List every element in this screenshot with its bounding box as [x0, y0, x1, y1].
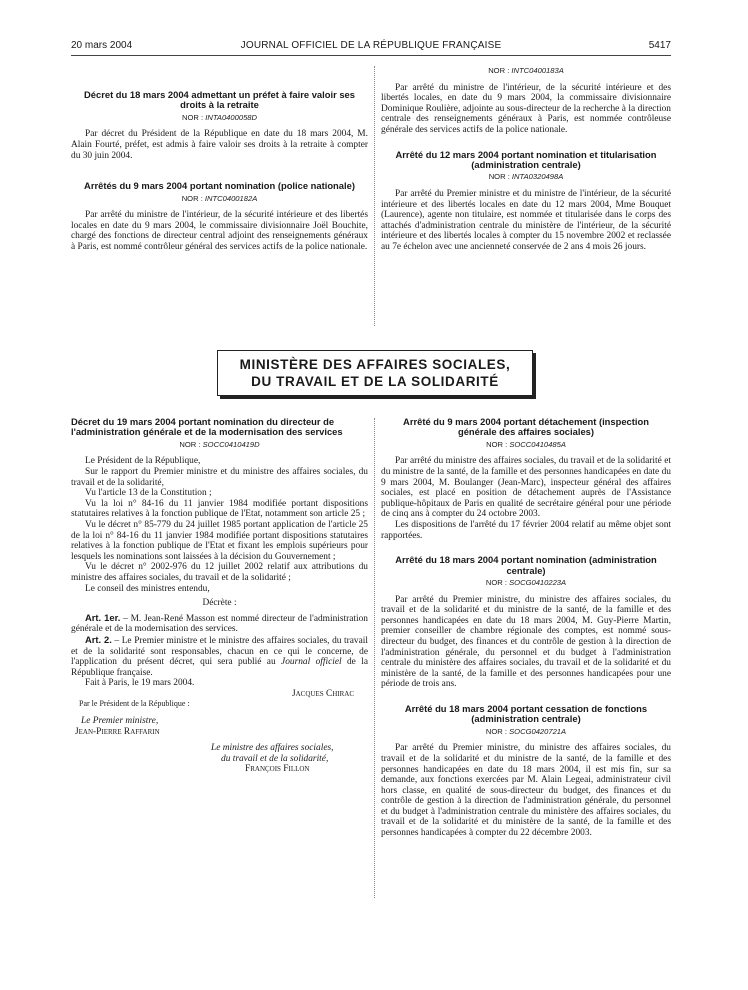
left-column-bottom — [71, 417, 368, 775]
nor-code: SOCC0410419D — [202, 439, 260, 449]
arrete-titularisation-body: Par arrêté du Premier ministre et du ministre de l'intérieur, de la sécurité intérieure et des libertés locales en date du 12 mars 2004, Mme Bouquet (Laurence), agente non titulaire, est nommée et titularisée dans le corps des attachés d'administration centrale du ministère de l'intérieur, de la sécurité intérieure et des libertés locales à compter du 15 novembre 2002 et reclassée au 7e échelon avec une ancienneté conservée de 2 ans 4 mois 26 jours. — [381, 188, 671, 252]
nor-code: INTC0400182A — [204, 193, 258, 203]
header-rule — [71, 55, 671, 56]
decret-nomination-title: Décret du 19 mars 2004 portant nomination du directeur de l'administration générale et de la modernisation des services — [71, 416, 343, 438]
nor-label: NOR : — [488, 66, 512, 75]
ministre-title-line2: du travail et de la solidarité, — [221, 753, 329, 764]
nor-label: NOR : — [485, 577, 510, 587]
article-1-text: – M. Jean-René Masson est nommé directeur de l'administration générale et de la modernisation des services. — [71, 613, 368, 635]
right-column-bottom — [381, 417, 671, 839]
page-header — [71, 40, 671, 54]
nor-code: SOCG0420721A — [509, 726, 567, 736]
column-separator-top — [374, 66, 375, 326]
right-column-top — [381, 64, 671, 253]
header-page-number: 5417 — [648, 40, 671, 51]
par-le-president: Par le Président de la République : — [79, 699, 190, 709]
nor-label: NOR : — [485, 726, 510, 736]
article-1 — [71, 613, 368, 635]
nor-line — [381, 727, 671, 738]
visa-paragraph: Vu la loi n° 84-16 du 11 janvier 1984 modifiée portant dispositions statutaires relatives à la fonction publique de l'Etat, notamment son article 25 ; — [71, 498, 368, 520]
signatory-president: Jacques Chirac — [291, 688, 354, 699]
arrete-cessation-title: Arrêté du 18 mars 2004 portant cessation de fonctions (administration centrale) — [404, 702, 648, 725]
visa-paragraph: Sur le rapport du Premier ministre et du ministre des affaires sociales, du travail et de la solidarité, — [71, 467, 368, 488]
arrete-nomination-title: Arrêté du 18 mars 2004 portant nomination (administration centrale) — [395, 554, 657, 576]
visa-paragraph: Vu l'article 13 de la Constitution ; — [85, 488, 212, 499]
column-separator-bottom — [374, 418, 375, 898]
arrete-detachement-title: Arrêté du 9 mars 2004 portant détachement (inspection générale des affaires sociales) — [403, 416, 649, 438]
arrete-detachement-body: Par arrêté du ministre des affaires sociales, du travail et de la solidarité et du ministre de la santé, de la famille et des personnes handicapées en date du 9 mars 2004, M. Boulanger (Jean-Marc), inspecteur général des affaires sociales, est placé en position de détachement auprès de l'Assistance publique-hôpitaux de Paris en qualité de secrétaire général pour une période de cinq ans à compter du 24 octobre 2003. — [381, 456, 671, 520]
nor-code: SOCG0410223A — [509, 577, 567, 587]
nor-label: NOR : — [179, 439, 203, 449]
nor-line — [71, 440, 368, 451]
nor-line — [381, 440, 671, 451]
nor-line — [71, 113, 368, 124]
nor-line — [381, 66, 671, 77]
arrete-cessation-body: Par arrêté du Premier ministre, du ministre des affaires sociales, du travail et de la solidarité et du ministre de la santé, de la famille et des personnes handicapées en date du 18 mars 2004, il est mis fin, sur sa demande, aux fonctions exercées par M. Alain Legeai, administrateur civil hors classe, en qualité de sous-directeur du budget, des finances et du contrôle de gestion à la direction de l'administration générale, du personnel et du budget à l'administration centrale du ministère des affaires sociales, du travail et de la solidarité et du ministère de la santé, de la famille et des personnes handicapées à compter du 22 décembre 2003. — [381, 743, 671, 839]
nor-code: INTA0320498A — [511, 172, 564, 182]
nor-line — [71, 194, 368, 205]
decrete-label: Décrète : — [202, 598, 237, 609]
article-1-label: Art. 1er. — [85, 611, 121, 623]
arrete-police-title: Arrêtés du 9 mars 2004 portant nomination (police nationale) — [84, 180, 355, 192]
article-2-journal: Journal officiel — [281, 657, 342, 668]
header-date: 20 mars 2004 — [71, 40, 133, 51]
ministry-banner-line2: DU TRAVAIL ET DE LA SOLIDARITÉ — [251, 374, 499, 389]
visa-paragraph: Le Président de la République, — [85, 456, 201, 467]
ministre-name: François Fillon — [245, 764, 310, 775]
ministry-banner-line1: MINISTÈRE DES AFFAIRES SOCIALES, — [239, 357, 511, 372]
article-2-label: Art. 2. — [85, 633, 112, 645]
nor-code: SOCC0410485A — [509, 439, 566, 449]
fait-a-paris: Fait à Paris, le 19 mars 2004. — [85, 678, 195, 689]
nor-code: INTC0400183A — [511, 66, 564, 75]
header-journal-title: JOURNAL OFFICIEL DE LA RÉPUBLIQUE FRANÇAISE — [240, 40, 502, 51]
article-2-text: – Le Premier ministre et le ministre des affaires sociales, du travail et de la solidarité sont responsables, chacun en ce qui le concerne, de l'application du présent décret, qui sera publié au — [71, 635, 368, 668]
decret-retraite-body: Par décret du Président de la République en date du 18 mars 2004, M. Alain Fourté, préfet, est admis à faire valoir ses droits à la retraite à compter du 30 juin 2004. — [71, 129, 368, 161]
premier-ministre-title: Le Premier ministre, — [81, 716, 159, 727]
arrete-detachement-body2: Les dispositions de l'arrêté du 17 février 2004 relatif au même objet sont rapportées. — [381, 519, 671, 541]
left-column-top — [71, 90, 368, 253]
premier-ministre-name: Jean-Pierre Raffarin — [75, 726, 160, 737]
nor-line — [381, 172, 671, 183]
nor-label: NOR : — [486, 439, 510, 449]
nor-label: NOR : — [182, 112, 206, 122]
visa-paragraph: Vu le décret n° 2002-976 du 12 juillet 2002 relatif aux attributions du ministre des affaires sociales, du travail et de la solidarité ; — [71, 562, 368, 583]
nor-line — [381, 578, 671, 589]
nor-code: INTA0400058D — [205, 112, 257, 122]
visa-paragraph: Le conseil des ministres entendu, — [85, 583, 210, 594]
ministre-title-line1: Le ministre des affaires sociales, — [211, 743, 334, 754]
ministry-banner — [217, 350, 533, 396]
arrete-nomination-body: Par arrêté du Premier ministre, du ministre des affaires sociales, du travail et de la solidarité et du ministre de la santé, de la famille et des personnes handicapées en date du 18 mars 2004, M. Guy-Pierre Martin, premier conseiller de chambre régionale des comptes, est nommé sous-directeur du budget, des finances et du contrôle de gestion à la direction de l'administration générale, du personnel et du budget à l'administration centrale du ministère des affaires sociales, du travail et de la solidarité et du ministère de la santé, de la famille et des personnes handicapées pour une période de trois ans. — [381, 594, 671, 690]
arrete-titularisation-title: Arrêté du 12 mars 2004 portant nomination et titularisation (administration centrale) — [395, 148, 657, 170]
decret-retraite-title: Décret du 18 mars 2004 admettant un préfet à faire valoir ses droits à la retraite — [84, 89, 355, 111]
visa-paragraph: Vu le décret n° 85-779 du 24 juillet 1985 portant application de l'article 25 de la loi n° 84-16 du 11 janvier 1984 modifiée portant dispositions statutaires relatives à la fonction publique de l'Etat et fixant les emplois supérieurs pour lesquels les nominations sont laissées à la décision du Gouvernement ; — [71, 519, 368, 562]
article-2 — [71, 635, 368, 678]
arrete-rouliere-body: Par arrêté du ministre de l'intérieur, de la sécurité intérieure et des libertés locales, en date du 9 mars 2004, la commissaire divisionnaire Dominique Roulière, adjointe au sous-directeur de la recherche à la direction centrale des renseignements généraux à Paris, est nommée contrôleuse générale des services actifs de la police nationale. — [381, 82, 671, 135]
arrete-police-body: Par arrêté du ministre de l'intérieur, de la sécurité intérieure et des libertés locales en date du 9 mars 2004, le commissaire divisionnaire Joël Bouchite, chargé des fonctions de directeur central adjoint des renseignements généraux à Paris, est nommé contrôleur général des services actifs de la police nationale. — [71, 210, 368, 252]
nor-label: NOR : — [488, 172, 512, 182]
nor-label: NOR : — [181, 193, 205, 203]
article-2-tail: de la République française. — [71, 657, 368, 678]
